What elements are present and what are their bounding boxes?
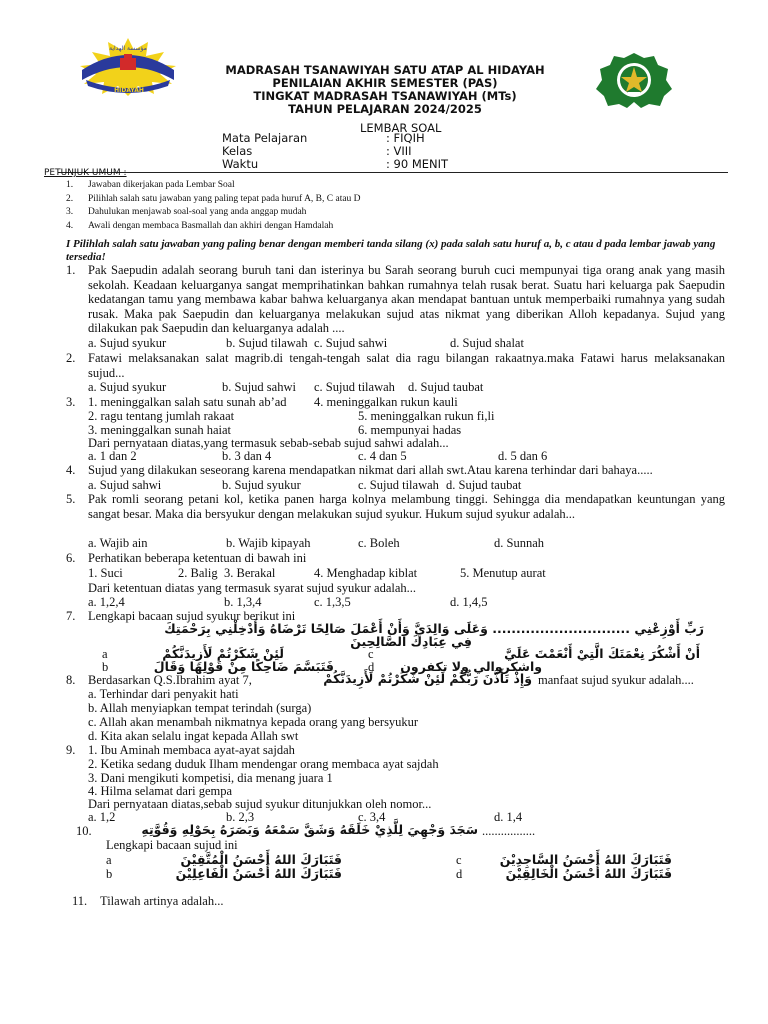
header-divider [58, 172, 728, 173]
question-text: Tilawah artinya adalah... [100, 894, 224, 908]
question-text: Sujud yang dilakukan seseorang karena mendapatkan nikmat dari allah swt.Atau karena terhindar dari bahaya..... [88, 463, 653, 477]
header-exam-name: PENILAIAN AKHIR SEMESTER (PAS) [272, 76, 498, 90]
question-text: Berdasarkan Q.S.Ibrahim ayat 7, [88, 673, 252, 687]
info-label-class: Kelas [222, 144, 253, 158]
question-number: 3. [66, 395, 76, 409]
yayasan-logo-arabic: مؤسسة الهداية [109, 45, 147, 52]
option-c-arabic[interactable]: أَنْ أَشْكُرَ نِعْمَتَكَ الَّتِيْ أَنْعَمْتَ عَلَيَّ [504, 646, 700, 661]
option-b-label[interactable]: b [102, 660, 109, 674]
option-d[interactable]: d. 1,4 [494, 810, 523, 824]
option-c-arabic[interactable]: فَتَبَارَكَ اللهُ أَحْسَنُ السَّاجِدِيْنَ [499, 852, 672, 867]
petunjuk-item-number: 3. [66, 207, 74, 217]
question-number: 5. [66, 492, 76, 506]
option-a[interactable]: a. Sujud syukur [88, 336, 167, 350]
option-b[interactable]: b. 2,3 [226, 810, 255, 824]
condition-5: 5. Menutup aurat [460, 566, 546, 580]
header-level: TINGKAT MADRASAH TSANAWIYAH (MTs) [253, 89, 517, 103]
question-4 [0, 463, 768, 493]
option-c[interactable]: c. 4 dan 5 [358, 449, 407, 463]
option-c[interactable]: c. 3,4 [358, 810, 386, 824]
option-c[interactable]: c. Allah akan menambah nikmatnya kepada orang yang bersyukur [88, 715, 419, 729]
question-number: 2. [66, 351, 76, 365]
option-b-arabic[interactable]: فَتَبَسَّمَ ضَاحِكًا مِنْ قَوْلِهَا وَقَالَ [153, 659, 334, 674]
option-d[interactable]: d. Sujud taubat [408, 380, 484, 394]
question-text: Pak Saepudin adalah seorang buruh tani dan isterinya bu Sarah seorang buruh cuci mempunyai tiga orang anak yang masih sekolah. Keadaan keluarganya sangat memprihatinkan bahkan rumahnya telah rusak berat. Suatu hari keluarga pak Saepudin kedatangan tamu yang membawa kabar bahwa keluarganya akan mendapat bantuan untuk memperbaiki rumahnya yang sudah rusak. Maka pak Saepudin dan keluarganya melakukan sujud atas nikmat yang diberikan Alloh kepadanya. Sujud yang dilakukan pak Saepudin dan keluarganya adalah .... [88, 263, 725, 335]
option-a[interactable]: a. Sujud syukur [88, 380, 167, 394]
option-d-label[interactable]: d [456, 867, 463, 881]
option-c[interactable]: c. Sujud sahwi [314, 336, 388, 350]
option-a[interactable]: a. 1,2,4 [88, 595, 125, 609]
question-number: 10. [76, 824, 92, 838]
option-d[interactable]: d. Sunnah [494, 536, 544, 550]
info-value-subject: : FIQIH [386, 131, 425, 145]
arabic-prayer-line-1: رَبِّ أَوْزِعْنِي ............................. وَعَلَى وَالِدَيَّ وَأَنْ أَعْمَلَ صَالِحًا تَرْضَاهُ وَأَدْخِلْنِي بِرَحْمَتِكَ [164, 621, 704, 636]
statement-3: 3. Dani mengikuti kompetisi, dia menang juara 1 [88, 771, 333, 785]
statement-2: 2. Ketika sedang duduk Ilham mendengar orang membaca ayat sajdah [88, 757, 439, 771]
option-a-label[interactable]: a [106, 853, 112, 867]
question-6 [0, 551, 768, 609]
condition-1: 1. Suci [88, 566, 123, 580]
option-d[interactable]: d. Kita akan selalu ingat kepada Allah swt [88, 729, 299, 743]
condition-3: 3. Berakal [224, 566, 276, 580]
question-number: 7. [66, 609, 76, 623]
petunjuk-item-text: Jawaban dikerjakan pada Lembar Soal [88, 180, 235, 190]
question-text-end: manfaat sujud syukur adalah.... [538, 673, 694, 687]
option-d-arabic[interactable]: فَتَبَارَكَ اللهُ أَحْسَنُ الْخَالِقِيْنَ [505, 866, 672, 881]
question-text: Fatawi melaksanakan salat magrib.di tengah-tengah salat dia ragu bilangan rakaatnya.maka Fatawi harus melaksanakan sujud... [88, 351, 725, 380]
option-b[interactable]: b. Sujud syukur [222, 478, 301, 492]
option-d[interactable]: d. Sujud taubat [446, 478, 522, 492]
option-a[interactable]: a. 1,2 [88, 810, 116, 824]
petunjuk-title: PETUNJUK UMUM : [44, 168, 127, 178]
petunjuk-item-number: 4. [66, 220, 74, 231]
question-5 [0, 492, 768, 552]
option-b-arabic[interactable]: فَتَبَارَكَ اللهُ أَحْسَنُ الْفَاعِلِيْنَ [175, 866, 342, 881]
option-c-label[interactable]: c [368, 647, 374, 661]
question-2 [0, 351, 768, 395]
statement-1: 1. Ibu Aminah membaca ayat-ayat sajdah [88, 743, 295, 757]
question-1 [0, 263, 768, 349]
statement-4: 4. meninggalkan rukun kauli [314, 395, 458, 409]
arabic-sujud-prayer: سَجَدَ وَجْهِيَ لِلَّذِيْ خَلَقَهُ وَشَقَّ سَمْعَهُ وَبَصَرَهُ بِحَوْلِهِ وَقُوَّتِهِ [141, 822, 478, 837]
option-a[interactable]: a. Wajib ain [88, 536, 148, 550]
question-9 [0, 743, 768, 823]
option-d-arabic[interactable]: واشكروالي ولا تكفرون [400, 659, 542, 674]
sheet-title: LEMBAR SOAL [360, 121, 442, 135]
yayasan-logo-text: YAYASAN AL-HIDAYAH [107, 80, 151, 94]
question-11 [0, 894, 768, 912]
petunjuk-item-text: Dahulukan menjawab soal-soal yang anda anggap mudah [88, 207, 307, 217]
school-header [160, 64, 610, 116]
question-10 [0, 824, 768, 884]
option-c[interactable]: c. 1,3,5 [314, 595, 351, 609]
option-c[interactable]: c. Sujud tilawah [358, 478, 439, 492]
question-3 [0, 395, 768, 465]
option-a-arabic[interactable]: لَئِنْ شَكَرْتُمْ لَأَزِيدَنَّكُمْ [162, 646, 284, 661]
option-c-label[interactable]: c [456, 853, 462, 867]
petunjuk-item-text: Awali dengan membaca Basmallah dan akhiri dengan Hamdalah [88, 220, 334, 231]
option-b-label[interactable]: b [106, 867, 113, 881]
info-label-subject: Mata Pelajaran [222, 131, 308, 145]
info-value-time: : 90 MENIT [386, 157, 449, 171]
blank-line: ................. [482, 824, 536, 838]
option-b[interactable]: b. Sujud sahwi [222, 380, 296, 394]
option-d[interactable]: d. 1,4,5 [450, 595, 488, 609]
statement-3: 3. meninggalkan sunah haiat [88, 423, 232, 437]
option-b[interactable]: b. Wajib kipayah [226, 536, 311, 550]
option-a-arabic[interactable]: فَتَبَارَكَ اللهُ أَحْسَنُ الْمُتَّقِيْنَ [180, 852, 342, 867]
option-d[interactable]: d. 5 dan 6 [498, 449, 548, 463]
petunjuk-item-text: Pilihlah salah satu jawaban yang paling tepat pada huruf A, B, C atau D [88, 193, 361, 204]
info-value-class: : VIII [386, 144, 412, 158]
question-7 [0, 609, 768, 673]
header-school-name: MADRASAH TSANAWIYAH SATU ATAP AL HIDAYAH [225, 63, 545, 77]
option-a[interactable]: a. Terhindar dari penyakit hati [88, 687, 239, 701]
option-d[interactable]: d. Sujud shalat [450, 336, 524, 350]
info-label-time: Waktu [222, 157, 259, 171]
question-text: Pak romli seorang petani kol, ketika panen harga kolnya melambung tinggi. Sehingga dia mendapatkan keuntungan yang sangat besar. Maka dia bersyukur dengan melakukan sujud syukur. Hukum sujud syukur adalah... [88, 492, 725, 521]
question-number: 4. [66, 463, 76, 477]
question-number: 1. [66, 263, 76, 277]
option-b[interactable]: b. Allah menyiapkan tempat terindah (surga) [88, 701, 312, 715]
question-8 [0, 673, 768, 743]
arabic-prayer-line-2: فِي عِبَادِكَ الصَّالِحِينَ [350, 634, 472, 649]
statement-1: 1. meninggalkan salah satu sunah ab’ad [88, 395, 287, 409]
question-text: Dari pernyataan diatas,sebab sujud syukur ditunjukkan oleh nomor... [88, 797, 432, 811]
question-text: Lengkapi bacaan sujud ini [106, 838, 238, 852]
arabic-verse: وَإِذْ تَأَذَّنَ رَبُّكُمْ لَئِنْ شَكَرْتُمْ لَأَزِيدَنَّكُمْ [323, 671, 532, 686]
option-c[interactable]: c. Boleh [358, 536, 400, 550]
question-number: 8. [66, 673, 76, 687]
option-c[interactable]: c. Sujud tilawah [314, 380, 395, 394]
section-instruction: I Pilihlah salah satu jawaban yang paling benar dengan memberi tanda silang (x) pada salah satu huruf a, b, c atau d pada lembar jawab yang tersedia! [66, 238, 716, 263]
question-number: 9. [66, 743, 76, 757]
condition-2: 2. Balig [178, 566, 218, 580]
question-text: Perhatikan beberapa ketentuan di bawah ini [88, 551, 307, 565]
option-a-label[interactable]: a [102, 647, 108, 661]
question-ask: Dari ketentuan diatas yang termasuk syarat sujud syukur adalah... [88, 581, 417, 595]
header-year: TAHUN PELAJARAN 2024/2025 [288, 102, 482, 116]
statement-2: 2. ragu tentang jumlah rakaat [88, 409, 235, 423]
question-number: 6. [66, 551, 76, 565]
petunjuk-item-number: 2. [66, 193, 74, 204]
petunjuk-item-number: 1. [66, 180, 74, 190]
statement-6: 6. mempunyai hadas [358, 423, 462, 437]
petunjuk-list [0, 179, 768, 235]
statement-4: 4. Hilma selamat dari gempa [88, 784, 233, 798]
statement-5: 5. meninggalkan rukun fi,li [358, 409, 495, 423]
option-d-label[interactable]: d [368, 660, 375, 674]
question-text: Lengkapi bacaan sujud syukur berikut ini [88, 609, 296, 623]
question-text: Dari pernyataan diatas,yang termasuk sebab-sebab sujud sahwi adalah... [88, 436, 449, 450]
option-b[interactable]: b. 3 dan 4 [222, 449, 272, 463]
option-b[interactable]: b. 1,3,4 [224, 595, 262, 609]
condition-4: 4. Menghadap kiblat [314, 566, 418, 580]
question-number: 11. [72, 894, 88, 908]
option-b[interactable]: b. Sujud tilawah [226, 336, 308, 350]
option-a[interactable]: a. 1 dan 2 [88, 449, 137, 463]
option-a[interactable]: a. Sujud sahwi [88, 478, 162, 492]
